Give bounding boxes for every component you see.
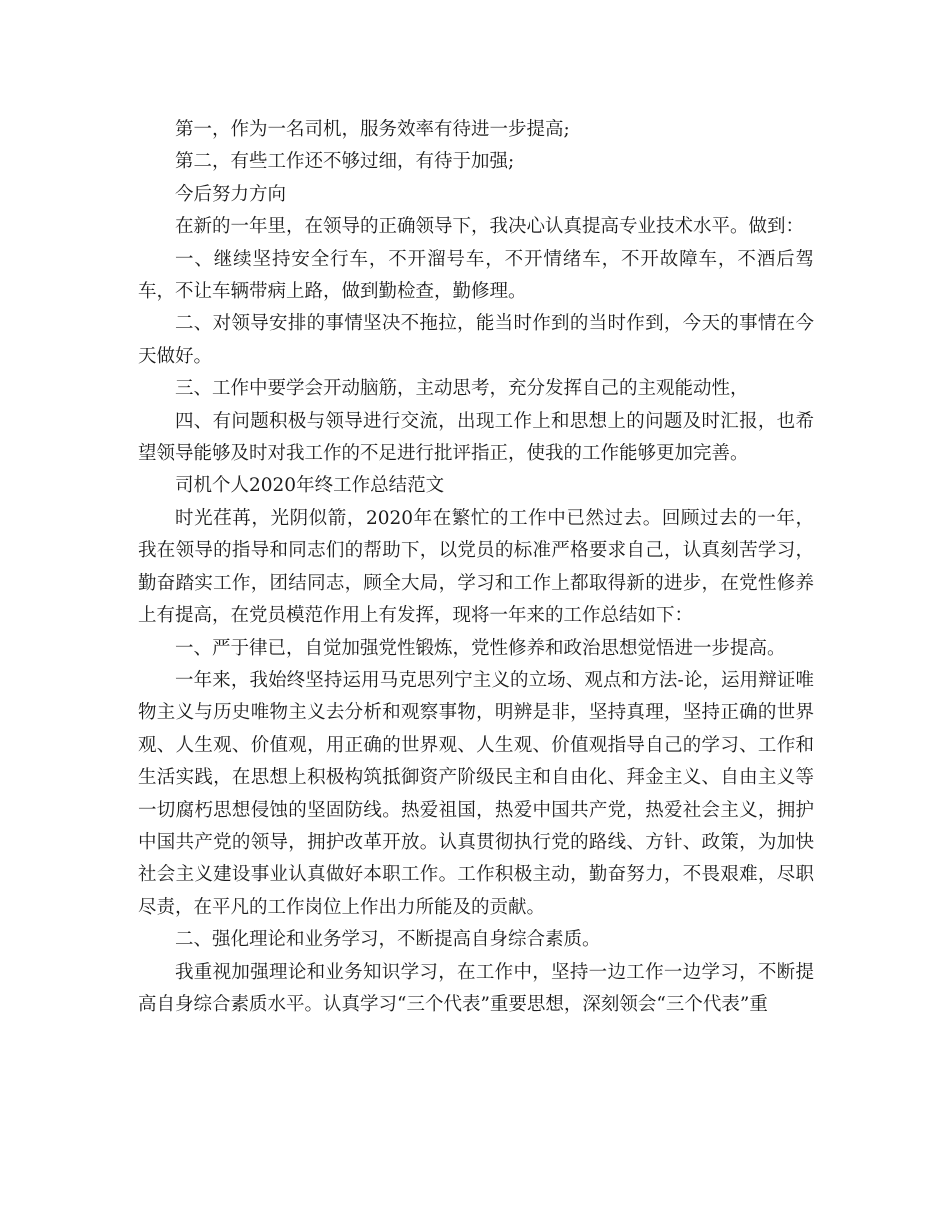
section-heading-2: 二、强化理论和业务学习，不断提高自身综合素质。	[175, 929, 601, 951]
paragraph-new-year-goal: 在新的一年里，在领导的正确领导下，我决心认真提高专业技术水平。做到：	[175, 216, 805, 238]
paragraph-shortcoming-2: 第二，有些工作还不够过细，有待于加强;	[175, 151, 515, 173]
paragraph-section-2-body: 我重视加强理论和业务知识学习，在工作中，坚持一边工作一边学习，不断提高自身综合素质水平。认真学习“三个代表”重要思想，深刻领会“三个代表”重	[138, 961, 814, 1015]
paragraph-goal-4: 四、有问题积极与领导进行交流，出现工作上和思想上的问题及时汇报，也希望领导能够及时对我工作的不足进行批评指正，使我的工作能够更加完善。	[138, 410, 814, 465]
document-body	[138, 114, 814, 1021]
section-heading-future-direction: 今后努力方向	[175, 183, 287, 205]
paragraph-goal-2: 二、对领导安排的事情坚决不拖拉，能当时作到的当时作到，今天的事情在今天做好。	[138, 313, 814, 367]
document-title: 司机个人2020年终工作总结范文	[175, 475, 445, 497]
paragraph-introduction: 时光荏苒，光阴似箭，2020年在繁忙的工作中已然过去。回顾过去的一年，我在领导的指导和同志们的帮助下，以党员的标准严格要求自己，认真刻苦学习，勤奋踏实工作，团结同志，顾全大局，学习和工作上都取得新的进步，在党性修养上有提高，在党员模范作用上有发挥，现将一年来的工作总结如下：	[138, 507, 814, 627]
paragraph-shortcoming-1: 第一，作为一名司机，服务效率有待进一步提高;	[175, 119, 570, 140]
paragraph-section-1-body: 一年来，我始终坚持运用马克思列宁主义的立场、观点和方法-论，运用辩证唯物主义与历史唯物主义去分析和观察事物，明辨是非，坚持真理，坚持正确的世界观、人生观、价值观，用正确的世界观、人生观、价值观指导自己的学习、工作和生活实践，在思想上积极构筑抵御资产阶级民主和自由化、拜金主义、自由主义等一切腐朽思想侵蚀的坚固防线。热爱祖国，热爱中国共产党，热爱社会主义，拥护中国共产党的领导，拥护改革开放。认真贯彻执行党的路线、方针、政策，为加快社会主义建设事业认真做好本职工作。工作积极主动，勤奋努力，不畏艰难，尽职尽责，在平凡的工作岗位上作出力所能及的贡献。	[138, 669, 814, 918]
paragraph-goal-3: 三、工作中要学会开动脑筋，主动思考，充分发挥自己的主观能动性，	[175, 378, 749, 400]
section-heading-1: 一、严于律已，自觉加强党性锻炼，党性修养和政治思想觉悟进一步提高。	[175, 637, 786, 659]
paragraph-goal-1: 一、继续坚持安全行车，不开溜号车，不开情绪车，不开故障车，不酒后驾车，不让车辆带病上路，做到勤检查，勤修理。	[138, 248, 814, 303]
